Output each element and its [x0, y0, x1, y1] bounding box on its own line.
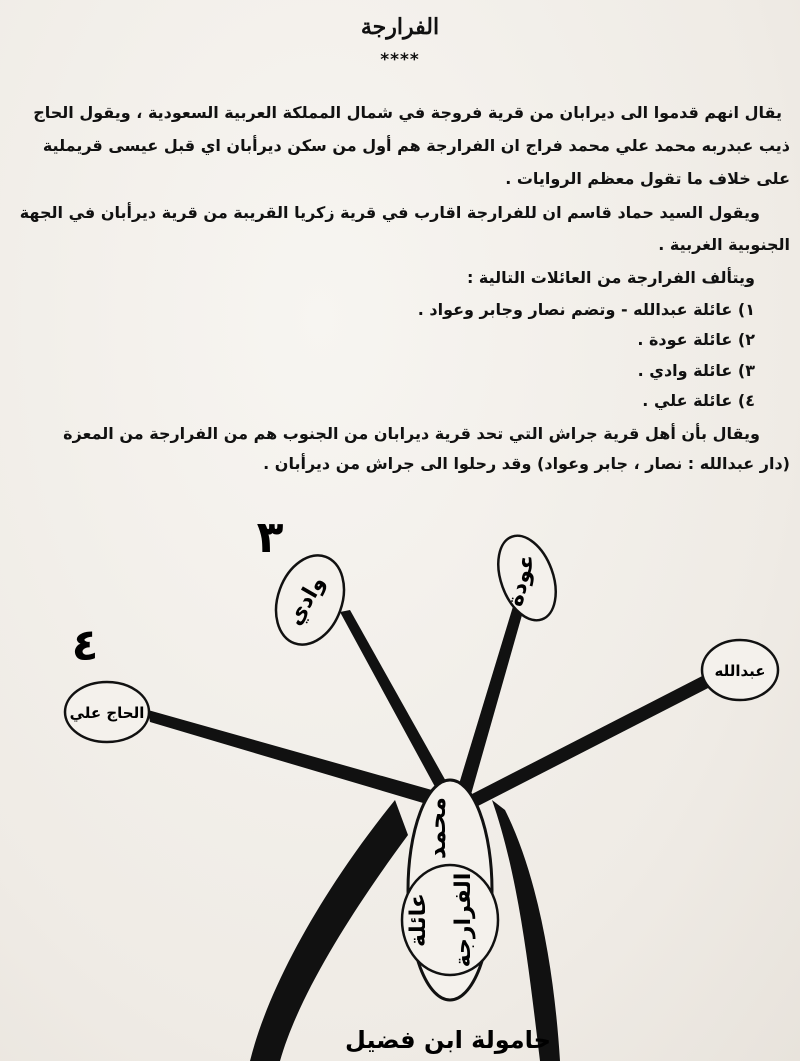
branch-abdullah	[472, 672, 716, 806]
text-line-11: ويقال بأن أهل قرية جراش التي تحد قرية ديرابان من الجنوب هم من الفرارجة من المعزة	[63, 424, 760, 443]
page-title: الفرارجة	[360, 14, 440, 40]
leaf-ali-label: الحاج علي	[69, 704, 145, 722]
text-line-7: ١) عائلة عبدالله - وتضم نصار وجابر وعواد .	[417, 300, 755, 319]
leaf-abdullah-label: عبدالله	[714, 662, 766, 680]
hamula-caption: حامولة ابن فضيل	[345, 1026, 551, 1054]
text-line-12: (دار عبدالله : نصار ، جابر وعواد) وقد رحلوا الى جراش من ديرأبان .	[263, 454, 790, 473]
leaf-wadi-label: وادي	[282, 571, 331, 630]
branch-wadi	[340, 610, 452, 796]
text-line-6: ويتألف الفرارجة من العائلات التالية :	[466, 268, 755, 287]
trunk-right	[492, 800, 560, 1061]
text-line-5: الجنوبية الغربية .	[658, 235, 790, 254]
trunk-name: محمد	[423, 796, 451, 860]
number-four: ٤	[71, 620, 99, 671]
text-line-4: ويقول السيد حماد قاسم ان للفرارجة اقارب في قرية زكريا القريبة من قرية ديرأبان في الجهة	[19, 203, 760, 222]
family-label-line1: عائلة	[406, 893, 431, 947]
number-three: ٣	[256, 512, 284, 563]
text-line-8: ٢) عائلة عودة .	[637, 330, 755, 349]
leaf-odeh-label: عودة	[502, 551, 541, 610]
text-line-1: يقال انهم قدموا الى ديرابان من قرية فروجة في شمال المملكة العربية السعودية ، ويقول الحاج	[33, 103, 782, 122]
text-line-10: ٤) عائلة علي .	[642, 391, 755, 410]
family-label-line2: الفرارجة	[451, 872, 476, 968]
text-line-3: على خلاف ما تقول معظم الروايات .	[505, 169, 790, 188]
title-ornament: ****	[380, 50, 420, 70]
branch-odeh	[456, 590, 528, 798]
trunk-left	[250, 800, 408, 1061]
text-line-2: ذيب عبدربه محمد علي محمد فراج ان الفرارجة هم أول من سكن ديرأبان اي قبل عيسى قريملية	[42, 136, 790, 155]
text-line-9: ٣) عائلة وادي .	[637, 361, 755, 380]
